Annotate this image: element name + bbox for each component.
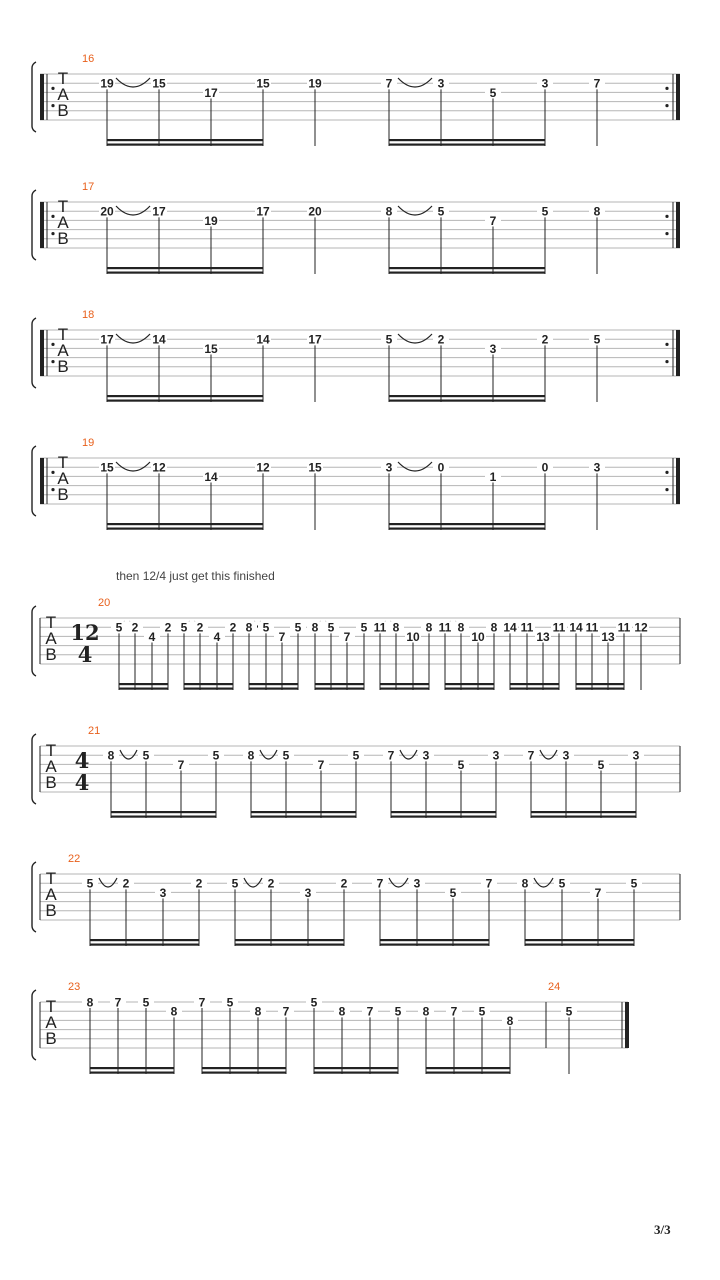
fret-number: 5 (385, 332, 393, 347)
page-number: 3/3 (654, 1222, 671, 1237)
fret-number: 2 (229, 620, 237, 635)
fret-number: 8 (457, 620, 465, 635)
fret-number: 14 (204, 469, 218, 484)
fret-number: 3 (437, 76, 445, 91)
repeat-thick-barline (40, 330, 44, 376)
repeat-thick-barline (40, 458, 44, 504)
beam-primary (107, 523, 263, 525)
repeat-dot (51, 215, 54, 218)
fret-number: 8 (311, 620, 319, 635)
repeat-dot (51, 87, 54, 90)
beam-secondary (202, 1072, 286, 1074)
fret-number: 14 (503, 620, 517, 635)
fret-number: 5 (394, 1004, 402, 1019)
beam-secondary (380, 944, 489, 946)
fret-number: 2 (340, 876, 348, 891)
fret-number: 3 (562, 748, 570, 763)
fret-number: 7 (343, 629, 351, 644)
measure-number: 17 (82, 181, 95, 193)
beam-secondary (111, 816, 216, 818)
text-direction: then 12/4 just get this finished (116, 569, 275, 583)
tab-clef-letter: B (45, 1029, 57, 1048)
slur-arc (99, 878, 117, 887)
fret-number: 5 (180, 620, 188, 635)
fret-number: 2 (267, 876, 275, 891)
tab-clef-letter: T (57, 325, 69, 344)
fret-number: 1 (489, 469, 497, 484)
fret-number: 13 (536, 629, 550, 644)
time-signature-denominator: 4 (74, 770, 90, 795)
fret-number: 17 (204, 85, 218, 100)
tab-clef-letter: B (57, 101, 69, 120)
fret-number: 5 (115, 620, 123, 635)
time-signature-numerator: 4 (74, 748, 90, 773)
tab-clef-letter: B (45, 645, 57, 664)
system-bracket (32, 318, 36, 388)
fret-number: 5 (231, 876, 239, 891)
fret-number: 8 (490, 620, 498, 635)
beam-primary (119, 683, 168, 685)
fret-number: 20 (100, 204, 114, 219)
fret-number: 7 (366, 1004, 374, 1019)
fret-number: 12 (634, 620, 648, 635)
repeat-thick-barline (676, 202, 680, 248)
tab-clef-letter: A (57, 469, 69, 488)
fret-number: 7 (177, 757, 185, 772)
fret-number: 8 (392, 620, 400, 635)
beam-secondary (235, 944, 344, 946)
fret-number: 2 (164, 620, 172, 635)
fret-number: 3 (492, 748, 500, 763)
beam-secondary (576, 688, 624, 690)
fret-number: 3 (413, 876, 421, 891)
fret-number: 8 (506, 1013, 514, 1028)
fret-number: 20 (308, 204, 322, 219)
fret-number: 15 (204, 341, 218, 356)
fret-number: 8 (521, 876, 529, 891)
repeat-dot (665, 488, 668, 491)
fret-number: 5 (142, 748, 150, 763)
repeat-dot (665, 471, 668, 474)
repeat-dot (51, 343, 54, 346)
system-bracket (32, 62, 36, 132)
fret-number: 7 (387, 748, 395, 763)
beam-primary (90, 939, 199, 941)
fret-number: 0 (541, 460, 549, 475)
fret-number: 5 (294, 620, 302, 635)
fret-number: 8 (247, 748, 255, 763)
tab-clef-letter: T (57, 69, 69, 88)
fret-number: 3 (593, 460, 601, 475)
system-bracket (32, 990, 36, 1060)
beam-primary (531, 811, 636, 813)
slur-arc (398, 334, 432, 343)
slur-arc (116, 78, 150, 87)
fret-number: 5 (360, 620, 368, 635)
beam-secondary (90, 1072, 174, 1074)
fret-number: 8 (422, 1004, 430, 1019)
fret-number: 19 (308, 76, 322, 91)
tab-clef-letter: A (57, 213, 69, 232)
fret-number: 8 (385, 204, 393, 219)
beam-primary (445, 683, 494, 685)
fret-number: 5 (558, 876, 566, 891)
beam-secondary (389, 528, 545, 530)
beam-secondary (107, 144, 263, 146)
tab-clef-letter: A (45, 1013, 57, 1032)
fret-number: 2 (437, 332, 445, 347)
fret-number: 5 (541, 204, 549, 219)
tab-clef-letter: T (45, 741, 57, 760)
fret-number: 8 (107, 748, 115, 763)
time-signature-numerator: 12 (70, 620, 100, 645)
system-bracket (32, 734, 36, 804)
beam-primary (389, 267, 545, 269)
fret-number: 11 (552, 620, 566, 635)
repeat-dot (51, 104, 54, 107)
slur-arc (389, 878, 408, 887)
repeat-dot (665, 232, 668, 235)
fret-number: 5 (282, 748, 290, 763)
beam-secondary (119, 688, 168, 690)
tab-clef-letter: B (57, 229, 69, 248)
repeat-dot (665, 343, 668, 346)
repeat-thick-barline (676, 458, 680, 504)
system-bracket (32, 190, 36, 260)
fret-number: 4 (213, 629, 221, 644)
fret-number: 2 (195, 876, 203, 891)
beam-secondary (107, 528, 263, 530)
beam-primary (380, 939, 489, 941)
beam-primary (107, 395, 263, 397)
beam-primary (391, 811, 496, 813)
repeat-dot (665, 104, 668, 107)
measure-number: 16 (82, 53, 95, 65)
fret-number: 8 (425, 620, 433, 635)
fret-number: 5 (478, 1004, 486, 1019)
tab-clef-letter: A (45, 757, 57, 776)
beam-primary (315, 683, 364, 685)
system-bracket (32, 446, 36, 516)
system-bracket (32, 606, 36, 676)
fret-number: 11 (373, 620, 387, 635)
fret-number: 7 (594, 885, 602, 900)
fret-number: 2 (196, 620, 204, 635)
tab-clef-letter: T (45, 997, 57, 1016)
beam-secondary (510, 688, 559, 690)
fret-number: 17 (152, 204, 166, 219)
beam-primary (380, 683, 429, 685)
fret-number: 14 (152, 332, 166, 347)
fret-number: 3 (159, 885, 167, 900)
fret-number: 7 (282, 1004, 290, 1019)
beam-secondary (251, 816, 356, 818)
fret-number: 19 (100, 76, 114, 91)
repeat-dot (51, 232, 54, 235)
fret-number: 5 (352, 748, 360, 763)
beam-primary (107, 139, 263, 141)
fret-number: 8 (338, 1004, 346, 1019)
measure-number: 18 (82, 309, 95, 321)
fret-number: 7 (278, 629, 286, 644)
fret-number: 5 (212, 748, 220, 763)
fret-number: 5 (310, 995, 318, 1010)
slur-arc (398, 206, 432, 215)
fret-number: 7 (114, 995, 122, 1010)
fret-number: 8 (86, 995, 94, 1010)
beam-primary (389, 523, 545, 525)
beam-primary (251, 811, 356, 813)
slur-arc (244, 878, 262, 887)
fret-number: 19 (204, 213, 218, 228)
beam-primary (426, 1067, 510, 1069)
beam-primary (389, 139, 545, 141)
tab-clef-letter: B (57, 357, 69, 376)
fret-number: 3 (489, 341, 497, 356)
fret-number: 15 (256, 76, 270, 91)
slur-arc (398, 78, 432, 87)
beam-primary (107, 267, 263, 269)
fret-number: 5 (327, 620, 335, 635)
fret-number: 8 (245, 620, 253, 635)
repeat-dot (51, 488, 54, 491)
fret-number: 13 (601, 629, 615, 644)
slur-arc (116, 334, 150, 343)
beam-secondary (389, 272, 545, 274)
tab-clef-letter: A (45, 885, 57, 904)
repeat-dot (665, 360, 668, 363)
fret-number: 5 (489, 85, 497, 100)
beam-primary (510, 683, 559, 685)
fret-number: 3 (541, 76, 549, 91)
fret-number: 2 (541, 332, 549, 347)
fret-number: 7 (489, 213, 497, 228)
fret-number: 15 (308, 460, 322, 475)
beam-secondary (314, 1072, 398, 1074)
repeat-dot (665, 215, 668, 218)
beam-primary (525, 939, 634, 941)
beam-secondary (315, 688, 364, 690)
fret-number: 17 (308, 332, 322, 347)
fret-number: 5 (86, 876, 94, 891)
tab-clef-letter: T (45, 613, 57, 632)
slur-arc (120, 750, 137, 759)
measure-number: 19 (82, 437, 95, 449)
tab-clef-letter: T (45, 869, 57, 888)
fret-number: 17 (256, 204, 270, 219)
slur-arc (540, 750, 557, 759)
fret-number: 5 (457, 757, 465, 772)
beam-secondary (426, 1072, 510, 1074)
beam-primary (314, 1067, 398, 1069)
beam-secondary (525, 944, 634, 946)
tab-clef-letter: A (57, 341, 69, 360)
fret-number: 5 (262, 620, 270, 635)
tab-clef-letter: B (45, 773, 57, 792)
fret-number: 17 (100, 332, 114, 347)
tab-clef-letter: A (45, 629, 57, 648)
slur-arc (534, 878, 553, 887)
fret-number: 7 (198, 995, 206, 1010)
fret-number: 11 (520, 620, 534, 635)
fret-number: 7 (376, 876, 384, 891)
beam-secondary (380, 688, 429, 690)
measure-number: 20 (98, 597, 111, 609)
repeat-thick-barline (40, 74, 44, 120)
beam-primary (90, 1067, 174, 1069)
fret-number: 3 (632, 748, 640, 763)
slur-arc (116, 462, 150, 471)
repeat-thick-barline (676, 330, 680, 376)
fret-number: 10 (471, 629, 485, 644)
beam-primary (202, 1067, 286, 1069)
beam-primary (389, 395, 545, 397)
fret-number: 7 (593, 76, 601, 91)
beam-primary (111, 811, 216, 813)
fret-number: 11 (438, 620, 452, 635)
measure-number: 22 (68, 853, 81, 865)
fret-number: 5 (142, 995, 150, 1010)
beam-secondary (445, 688, 494, 690)
fret-number: 5 (449, 885, 457, 900)
beam-secondary (531, 816, 636, 818)
slur-arc (260, 750, 277, 759)
fret-number: 12 (256, 460, 270, 475)
fret-number: 8 (170, 1004, 178, 1019)
repeat-dot (51, 471, 54, 474)
final-thick-barline (625, 1002, 629, 1048)
slur-arc (398, 462, 432, 471)
measure-number: 23 (68, 981, 81, 993)
fret-number: 7 (485, 876, 493, 891)
repeat-thick-barline (40, 202, 44, 248)
repeat-dot (51, 360, 54, 363)
fret-number: 7 (317, 757, 325, 772)
fret-number: 11 (617, 620, 631, 635)
beam-primary (184, 683, 233, 685)
tab-clef-letter: B (45, 901, 57, 920)
repeat-thick-barline (676, 74, 680, 120)
beam-primary (576, 683, 624, 685)
fret-number: 5 (597, 757, 605, 772)
fret-number: 5 (630, 876, 638, 891)
tab-clef-letter: A (57, 85, 69, 104)
fret-number: 2 (131, 620, 139, 635)
fret-number: 10 (406, 629, 420, 644)
beam-secondary (107, 400, 263, 402)
fret-number: 5 (226, 995, 234, 1010)
fret-number: 14 (569, 620, 583, 635)
fret-number: 5 (437, 204, 445, 219)
fret-number: 3 (304, 885, 312, 900)
beam-primary (235, 939, 344, 941)
fret-number: 2 (122, 876, 130, 891)
beam-secondary (107, 272, 263, 274)
beam-secondary (249, 688, 298, 690)
fret-number: 8 (254, 1004, 262, 1019)
beam-secondary (184, 688, 233, 690)
fret-number: 3 (422, 748, 430, 763)
tab-clef-letter: B (57, 485, 69, 504)
fret-number: 7 (385, 76, 393, 91)
fret-number: 8 (593, 204, 601, 219)
time-signature-denominator: 4 (77, 642, 93, 667)
fret-number: 11 (585, 620, 599, 635)
measure-number: 24 (548, 981, 561, 993)
beam-secondary (391, 816, 496, 818)
repeat-dot (665, 87, 668, 90)
fret-number: 7 (527, 748, 535, 763)
fret-number: 7 (450, 1004, 458, 1019)
fret-number: 5 (565, 1004, 573, 1019)
slur-arc (400, 750, 417, 759)
tab-clef-letter: T (57, 453, 69, 472)
beam-secondary (389, 400, 545, 402)
measure-number: 21 (88, 725, 101, 737)
fret-number: 15 (152, 76, 166, 91)
fret-number: 0 (437, 460, 445, 475)
tab-clef-letter: T (57, 197, 69, 216)
beam-secondary (90, 944, 199, 946)
fret-number: 14 (256, 332, 270, 347)
system-bracket (32, 862, 36, 932)
fret-number: 12 (152, 460, 166, 475)
beam-primary (249, 683, 298, 685)
slur-arc (116, 206, 150, 215)
fret-number: 5 (593, 332, 601, 347)
beam-secondary (389, 144, 545, 146)
fret-number: 3 (385, 460, 393, 475)
fret-number: 15 (100, 460, 114, 475)
fret-number: 4 (148, 629, 156, 644)
